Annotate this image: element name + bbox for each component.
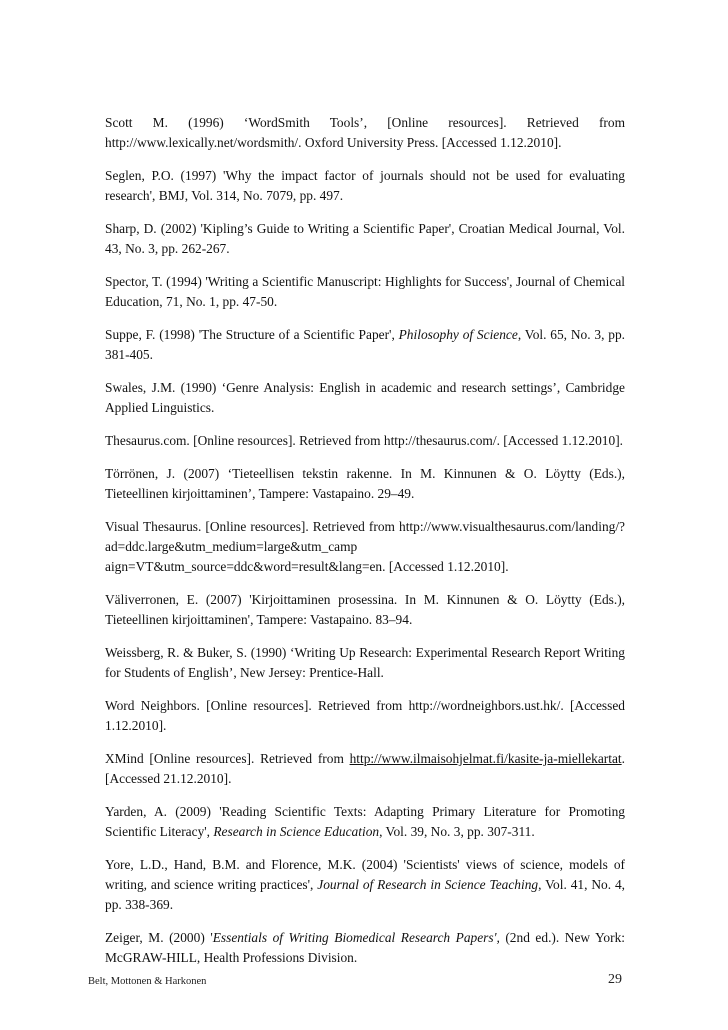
reference-entry bbox=[105, 749, 625, 789]
reference-text: Suppe, F. (1998) 'The Structure of a Scientific Paper', bbox=[105, 327, 399, 342]
reference-text: . [Accessed 21.12.2010]. bbox=[105, 751, 625, 786]
reference-entry bbox=[105, 517, 625, 577]
reference-text: , Vol. 39, No. 3, pp. 307-311. bbox=[379, 824, 535, 839]
reference-text: Yarden, A. (2009) 'Reading Scientific Texts: Adapting Primary Literature for Promoting Scientific Literacy', bbox=[105, 804, 625, 839]
reference-text: (2nd ed.). New York: McGRAW-HILL, Health Professions Division. bbox=[105, 930, 625, 965]
reference-text: Spector, T. (1994) 'Writing a Scientific Manuscript: Highlights for Success', Journal of Chemical Education, 71, No. 1, pp. 47-50. bbox=[105, 274, 625, 309]
reference-text: , Vol. 41, No. 4, pp. 338-369. bbox=[105, 877, 625, 912]
reference-title-italic: Research in Science Education bbox=[213, 824, 380, 839]
reference-entry bbox=[105, 802, 625, 842]
reference-text: Thesaurus.com. [Online resources]. Retrieved from http://thesaurus.com/. [Accessed 1.12.2010]. bbox=[105, 433, 623, 448]
reference-entry bbox=[105, 166, 625, 206]
page-number: 29 bbox=[608, 972, 622, 987]
reference-entry bbox=[105, 113, 625, 153]
reference-text: Scott M. (1996) ‘WordSmith Tools’, [Online resources]. Retrieved from http://www.lexically.net/wordsmith/. Oxford University Press. [Accessed 1.12.2010]. bbox=[105, 115, 625, 150]
reference-text: Törrönen, J. (2007) ‘Tieteellisen tekstin rakenne. In M. Kinnunen & O. Löytty (Eds.), Tieteellinen kirjoittaminen’, Tampere: Vastapaino. 29–49. bbox=[105, 466, 625, 501]
reference-text: Weissberg, R. & Buker, S. (1990) ‘Writing Up Research: Experimental Research Report Writing for Students of English’, New Jersey: Prentice-Hall. bbox=[105, 645, 625, 680]
reference-entry bbox=[105, 431, 625, 451]
reference-text: Word Neighbors. [Online resources]. Retrieved from http://wordneighbors.ust.hk/. [Accessed 1.12.2010]. bbox=[105, 698, 625, 733]
reference-text: Seglen, P.O. (1997) 'Why the impact factor of journals should not be used for evaluating research', BMJ, Vol. 314, No. 7079, pp. 497. bbox=[105, 168, 625, 203]
reference-entry bbox=[105, 855, 625, 915]
reference-list bbox=[105, 113, 625, 968]
reference-text: Yore, L.D., Hand, B.M. and Florence, M.K. (2004) 'Scientists' views of science, models of writing, and science writing practices', bbox=[105, 857, 625, 892]
reference-text: Zeiger, M. (2000) ' bbox=[105, 930, 213, 945]
reference-entry bbox=[105, 928, 625, 968]
reference-title-italic: Journal of Research in Science Teaching bbox=[317, 877, 539, 892]
reference-entry bbox=[105, 325, 625, 365]
reference-text: Sharp, D. (2002) 'Kipling’s Guide to Writing a Scientific Paper', Croatian Medical Journal, Vol. 43, No. 3, pp. 262-267. bbox=[105, 221, 625, 256]
reference-text: XMind [Online resources]. Retrieved from bbox=[105, 751, 350, 766]
reference-title-italic: Essentials of Writing Biomedical Research Papers', bbox=[212, 930, 500, 945]
reference-entry bbox=[105, 590, 625, 630]
reference-text: , Vol. 65, No. 3, pp. 381-405. bbox=[105, 327, 625, 362]
reference-entry bbox=[105, 643, 625, 683]
footer-author: Belt, Mottonen & Harkonen bbox=[88, 976, 207, 987]
reference-link[interactable]: http://www.ilmaisohjelmat.fi/kasite-ja-miellekartat bbox=[349, 751, 622, 766]
reference-entry bbox=[105, 378, 625, 418]
reference-title-italic: Philosophy of Science bbox=[398, 327, 518, 342]
reference-entry bbox=[105, 219, 625, 259]
reference-entry bbox=[105, 464, 625, 504]
reference-text: Visual Thesaurus. [Online resources]. Retrieved from http://www.visualthesaurus.com/landing/?ad=ddc.large&utm_medium=large&utm_camp aign=VT&utm_source=ddc&word=result&lang=en. [Accessed 1.12.2010]. bbox=[105, 519, 625, 574]
reference-entry bbox=[105, 272, 625, 312]
reference-text: Väliverronen, E. (2007) 'Kirjoittaminen prosessina. In M. Kinnunen & O. Löytty (Eds.), Tieteellinen kirjoittaminen', Tampere: Vastapaino. 83–94. bbox=[105, 592, 625, 627]
reference-entry bbox=[105, 696, 625, 736]
reference-text: Swales, J.M. (1990) ‘Genre Analysis: English in academic and research settings’, Cambridge Applied Linguistics. bbox=[105, 380, 625, 415]
